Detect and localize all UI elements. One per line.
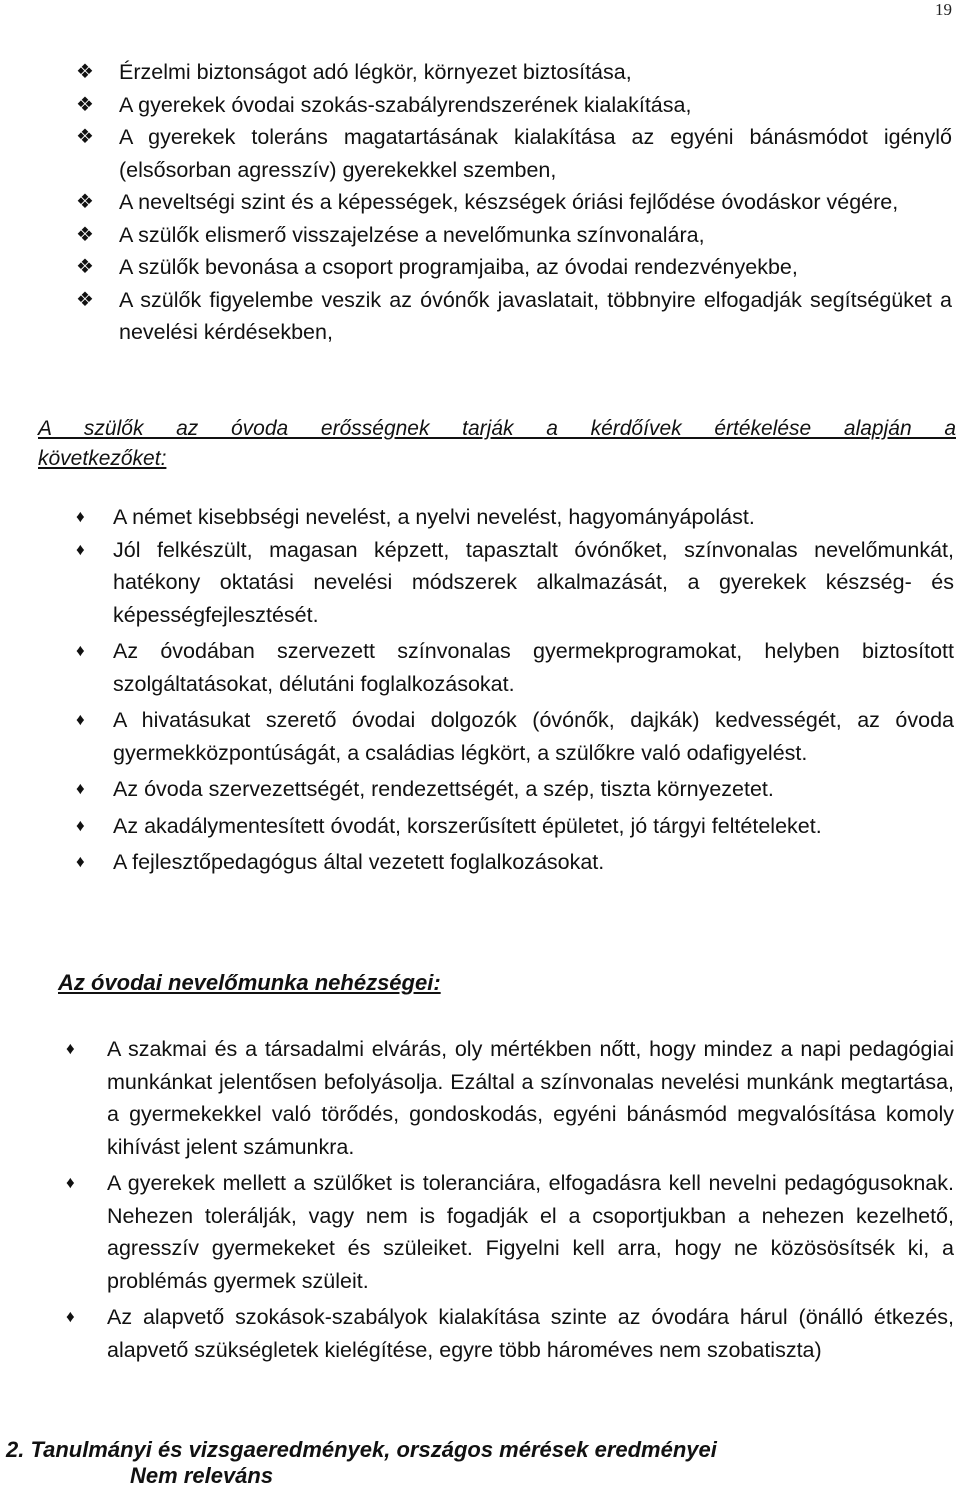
clover-bullet-icon: ❖ [76,288,94,311]
list-item-text: Az alapvető szokások-szabályok kialakítása szinte az óvodára hárul (önálló étkezés, alapvető szükségletek kielégítése, egyre több hároméves nem szobatiszta) [107,1305,954,1362]
clover-bullet-icon: ❖ [76,61,94,83]
diamond-bullet-icon: ♦ [76,539,85,559]
list-item-text: A fejlesztőpedagógus által vezetett foglalkozásokat. [113,850,605,874]
difficulties-list [0,1033,960,1366]
diamond-bullet-icon: ♦ [66,1307,75,1326]
diamond-bullet-icon: ♦ [76,641,85,660]
list-item-text: Érzelmi biztonságot adó légkör, környezet biztosítása, [119,60,632,84]
diamond-bullet-icon: ♦ [66,1173,75,1192]
list-item [0,219,960,252]
difficulties-heading: Az óvodai nevelőmunka nehézségei: [58,970,441,995]
list-item [0,501,960,534]
list-item [0,251,960,284]
list-item-text: A szülők figyelembe veszik az óvónők javaslatait, többnyire elfogadják segítségüket a nevelési kérdésekben, [119,287,952,344]
list-item [0,846,960,879]
strengths-heading-continued: következőket: [38,447,167,470]
list-item-text: A gyerekek óvodai szokás-szabályrendszerének kialakítása, [119,92,692,117]
list-item [0,186,960,219]
list-item-text: Az óvodában szervezett színvonalas gyermekprogramokat, helyben biztosított szolgáltatásokat, délutáni foglalkozásokat. [113,639,954,696]
list-item [0,121,960,186]
diamond-bullet-icon: ♦ [76,779,85,798]
clover-bullet-icon: ❖ [76,256,94,278]
list-item [0,773,960,806]
list-item-text: A gyerekek toleráns magatartásának kialakítása az egyéni bánásmódot igénylő (elsősorban agresszív) gyerekekkel szemben, [119,125,952,182]
list-item-text: Az óvoda szervezettségét, rendezettségét, a szép, tiszta környezetet. [113,777,774,801]
strengths-heading: A szülők az óvoda erősségnek tarják a kérdőívek értékelése alapján a [38,417,956,440]
list-item [0,1301,960,1366]
list-item-text: A gyerekek mellett a szülőket is toleranciára, elfogadásra kell nevelni pedagógusoknak. Nehezen tolerálják, vagy nem is fogadják el a csoportjukban a nehezen kezelhető, agresszív gyermekeket és szüleiket. Figyelni kell arra, hogy ne közösösítsék ki, a problémás gyermek szüleit. [107,1171,954,1293]
diamond-bullet-icon: ♦ [76,710,85,729]
clover-bullet-icon: ❖ [76,191,94,213]
list-item [0,810,960,843]
section-subheading: Nem releváns [130,1463,274,1488]
diamond-bullet-icon: ♦ [66,1039,75,1058]
diamond-bullet-icon: ♦ [76,507,85,526]
list-item [0,704,960,769]
achievements-list [0,56,960,349]
list-item [0,284,960,349]
list-item-text: A szakmai és a társadalmi elvárás, oly mértékben nőtt, hogy mindez a napi pedagógiai munkánkat jelentősen befolyásolja. Ezáltal a színvonalas nevelési munkánk megtartása, a gyermekekkel való törődés, gondoskodás, egyéni bánásmód megvalósítása komoly kihívást jelent számunkra. [107,1037,954,1159]
section-heading: 2. Tanulmányi és vizsgaeredmények, országos mérések eredményei [6,1437,717,1462]
list-item [0,56,960,89]
list-item [0,534,960,632]
clover-bullet-icon: ❖ [76,126,94,148]
list-item-text: A szülők bevonása a csoport programjaiba, az óvodai rendezvényekbe, [119,255,798,279]
clover-bullet-icon: ❖ [76,93,94,116]
list-item-text: Az akadálymentesített óvodát, korszerűsített épületet, jó tárgyi feltételeket. [113,813,822,838]
strengths-list [0,501,960,879]
list-item [0,89,960,122]
list-item-text: A német kisebbségi nevelést, a nyelvi nevelést, hagyományápolást. [113,505,755,529]
page-number: 19 [935,0,952,19]
clover-bullet-icon: ❖ [76,223,94,246]
list-item-text: A neveltségi szint és a képességek, készségek óriási fejlődése óvodáskor végére, [119,190,899,214]
list-item-text: A hivatásukat szerető óvodai dolgozók (óvónők, dajkák) kedvességét, az óvoda gyermekközpontúságát, a családias légkört, a szülőkre való odafigyelést. [113,708,954,765]
list-item [0,1033,960,1163]
list-item [0,1167,960,1297]
list-item-text: A szülők elismerő visszajelzése a nevelőmunka színvonalára, [119,222,705,247]
list-item [0,635,960,700]
diamond-bullet-icon: ♦ [76,815,85,835]
diamond-bullet-icon: ♦ [76,852,85,871]
list-item-text: Jól felkészült, magasan képzett, tapasztalt óvónőket, színvonalas nevelőmunkát, hatékony oktatási nevelési módszerek alkalmazását, a gyerekek készség- és képességfejlesztését. [113,537,954,627]
